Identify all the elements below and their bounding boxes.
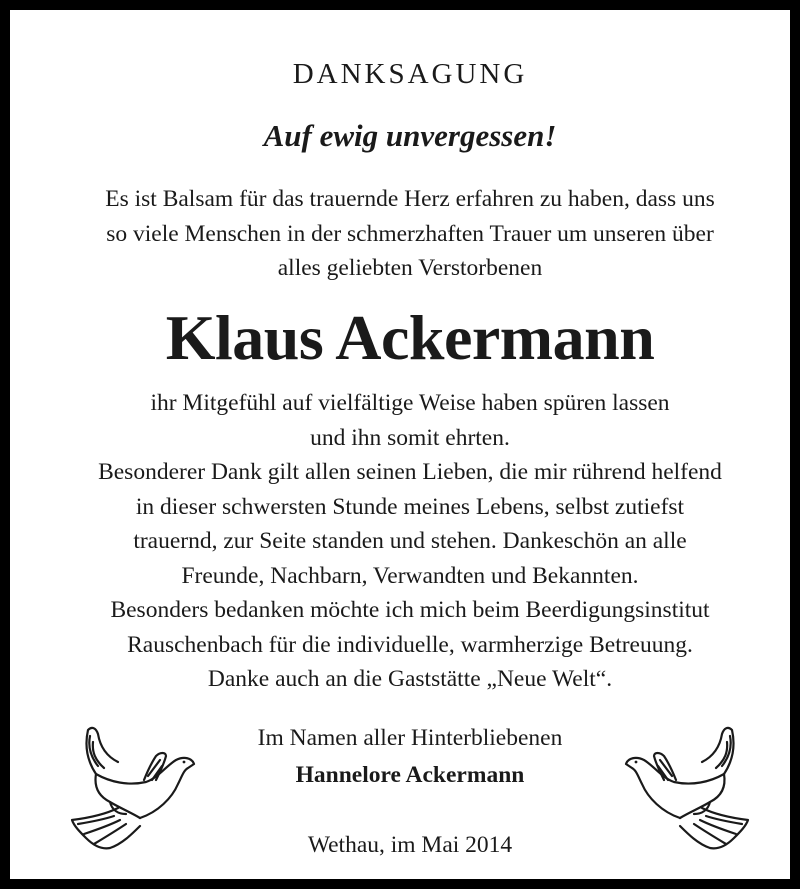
intro-line: Es ist Balsam für das trauernde Herz erfahren zu haben, dass uns — [105, 186, 715, 212]
motto: Auf ewig unvergessen! — [263, 118, 557, 153]
body-paragraph — [10, 386, 800, 697]
body-line: Danke auch an die Gaststätte „Neue Welt“. — [207, 666, 613, 692]
dove-icon — [624, 722, 754, 854]
intro-paragraph — [10, 182, 800, 286]
intro-line: alles geliebten Verstorbenen — [277, 255, 543, 281]
heading: DANKSAGUNG — [292, 58, 528, 90]
signature-name: Hannelore Ackermann — [295, 762, 525, 788]
signature-intro: Im Namen aller Hinterbliebenen — [257, 725, 563, 751]
body-line: Besonders bedanken möchte ich mich beim Beerdigungsinstitut — [110, 597, 710, 623]
body-line: ihr Mitgefühl auf vielfältige Weise haben spüren lassen — [150, 390, 670, 416]
place-date: Wethau, im Mai 2014 — [307, 832, 513, 858]
body-line: trauernd, zur Seite standen und stehen. Dankeschön an alle — [133, 528, 687, 554]
body-line: und ihn somit ehrten. — [310, 424, 510, 451]
body-line: Freunde, Nachbarn, Verwandten und Bekannten. — [181, 562, 639, 589]
body-line: Besonderer Dank gilt allen seinen Lieben, die mir rührend helfend — [98, 459, 722, 485]
dove-icon — [66, 722, 196, 854]
intro-line: so viele Menschen in der schmerzhaften Trauer um unseren über — [106, 220, 714, 247]
body-line: Rauschenbach für die individuelle, warmherzige Betreuung. — [127, 631, 693, 658]
body-line: in dieser schwersten Stunde meines Lebens, selbst zutiefst — [135, 493, 685, 520]
deceased-name: Klaus Ackermann — [165, 302, 655, 373]
